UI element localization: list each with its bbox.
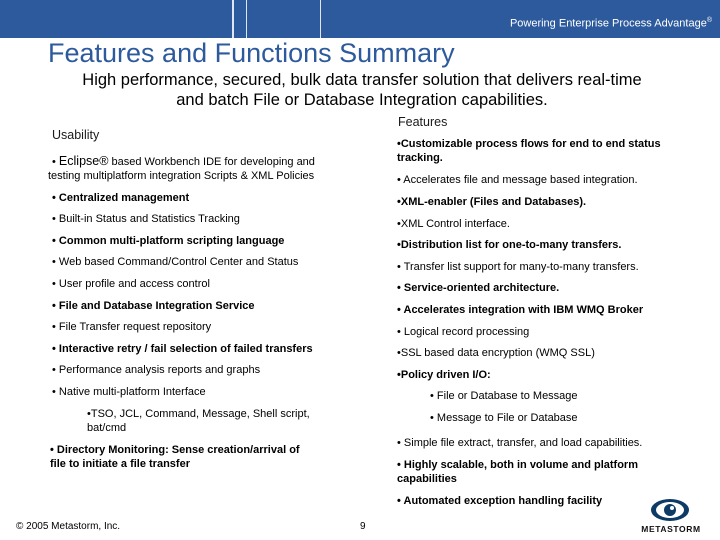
- right-item: • Service-oriented architecture.: [397, 282, 560, 294]
- header-band: [0, 0, 720, 38]
- right-item: •Policy driven I/O:: [397, 369, 491, 381]
- right-item: • Accelerates integration with IBM WMQ Broker: [397, 304, 644, 316]
- left-item: • Performance analysis reports and graphs: [52, 364, 261, 376]
- header-stripe: [246, 0, 247, 38]
- left-item-eclipse: • Eclipse® based Workbench IDE for developing and testing multiplatform integration Scripts & XML Policies: [48, 154, 315, 182]
- right-item: •Distribution list for one-to-many transfers.: [397, 239, 622, 251]
- left-item: • Web based Command/Control Center and Status: [52, 256, 299, 268]
- right-item: • Logical record processing: [397, 326, 530, 338]
- slide-title: Features and Functions Summary: [48, 38, 455, 68]
- right-subitem: • File or Database to Message: [430, 390, 578, 402]
- left-item: • Native multi-platform Interface: [52, 386, 206, 398]
- right-item: •XML Control interface.: [397, 218, 510, 230]
- left-item: • Common multi-platform scripting language: [52, 235, 285, 247]
- usability-heading: Usability: [52, 128, 100, 142]
- page-number: 9: [360, 521, 366, 532]
- left-item: • File and Database Integration Service: [52, 300, 255, 312]
- tagline: Powering Enterprise Process Advantage®: [509, 17, 712, 30]
- right-item: •XML-enabler (Files and Databases).: [397, 196, 587, 208]
- features-heading: Features: [398, 115, 448, 129]
- header-stripe: [232, 0, 234, 38]
- left-item: • User profile and access control: [52, 278, 210, 290]
- header-stripe: [320, 0, 321, 38]
- logo-eye-icon: [650, 497, 690, 523]
- copyright: © 2005 Metastorm, Inc.: [16, 521, 121, 532]
- right-item: •SSL based data encryption (WMQ SSL): [397, 347, 595, 359]
- left-item-directory-monitoring: • Directory Monitoring: Sense creation/arrival of file to initiate a file transfer: [50, 444, 300, 470]
- right-subitem: • Message to File or Database: [430, 412, 578, 424]
- right-item: • Transfer list support for many-to-many transfers.: [397, 261, 639, 273]
- left-item: • Interactive retry / fail selection of failed transfers: [52, 343, 313, 355]
- slide-subtitle: High performance, secured, bulk data transfer solution that delivers real-time and batch File or Database Integration capabilities.: [82, 71, 642, 109]
- right-item-process-flows: •Customizable process flows for end to end status tracking.: [397, 138, 661, 164]
- right-item: • Simple file extract, transfer, and load capabilities.: [397, 437, 643, 449]
- metastorm-logo: [628, 497, 714, 535]
- right-item-scalable: • Highly scalable, both in volume and platform capabilities: [397, 459, 638, 485]
- left-item: • Built-in Status and Statistics Tracking: [52, 213, 240, 225]
- right-item: • Accelerates file and message based integration.: [397, 174, 638, 186]
- left-subitem-scripts: •TSO, JCL, Command, Message, Shell script, bat/cmd: [87, 408, 310, 434]
- logo-wordmark: METASTORM: [641, 524, 701, 534]
- left-item: • File Transfer request repository: [52, 321, 212, 333]
- right-item: • Automated exception handling facility: [397, 495, 603, 507]
- left-item: • Centralized management: [52, 192, 190, 204]
